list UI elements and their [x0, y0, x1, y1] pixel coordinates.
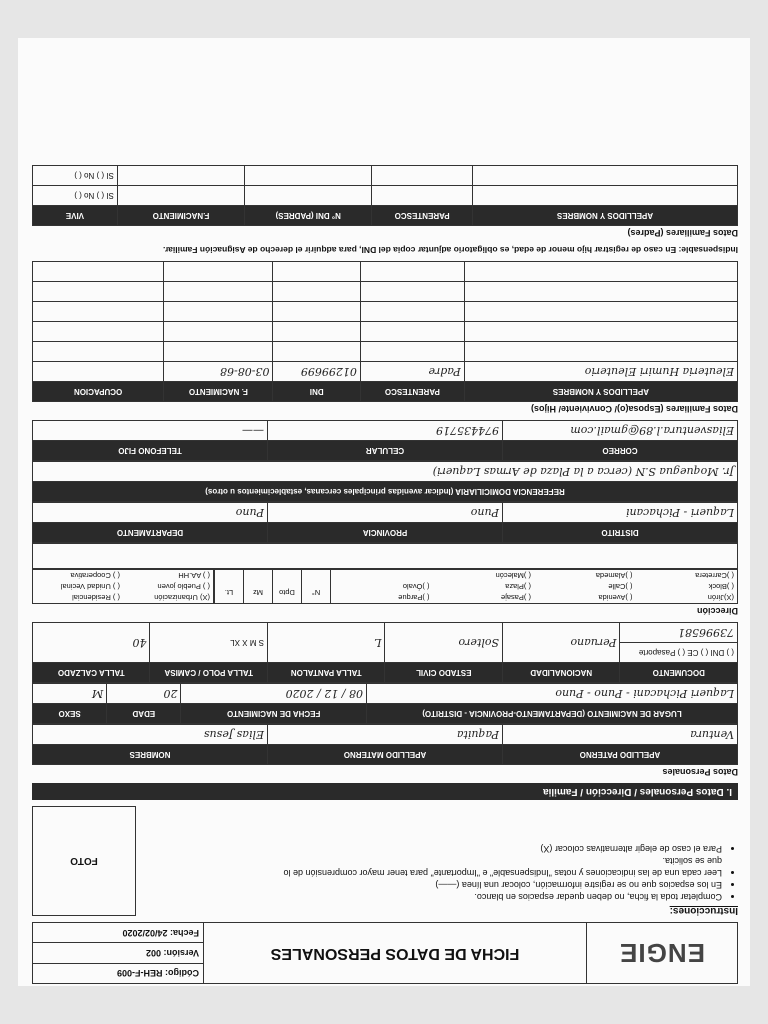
- col-header: PARENTESCO: [372, 206, 473, 226]
- photo-box: FOTO: [32, 806, 136, 916]
- family-cell[interactable]: [164, 262, 273, 282]
- urbanization-option[interactable]: ( ) Pueblo joven: [157, 582, 210, 591]
- celular-field[interactable]: 974435719: [268, 421, 503, 441]
- address-option[interactable]: ( )Avenida: [598, 593, 633, 602]
- address-option[interactable]: ( )Calle: [608, 582, 633, 591]
- family-cell[interactable]: [464, 302, 737, 322]
- parent-parentesco-field[interactable]: [372, 166, 473, 186]
- family-cell[interactable]: [360, 282, 464, 302]
- family-cell[interactable]: [33, 302, 164, 322]
- instruction-item: • Leer cada una de las indicaciones y notas "Indispensable" e "Importante" para tener mayor comprensión de lo que se solicita.: [282, 855, 722, 879]
- col-header: TALLA CALZADO: [33, 663, 151, 683]
- engie-logo: ENGIE: [586, 923, 737, 983]
- family-cell[interactable]: [164, 302, 273, 322]
- col-header: DEPARTAMENTO: [33, 523, 268, 543]
- form-version: Versión: 002: [33, 942, 203, 962]
- reference-table: [32, 461, 738, 502]
- family-cell[interactable]: [33, 262, 164, 282]
- family-cell[interactable]: [464, 322, 737, 342]
- family-cell[interactable]: [273, 302, 360, 322]
- col-header: APELLIDO MATERNO: [268, 745, 503, 765]
- form-meta: [33, 923, 204, 983]
- col-header: N° DNI (PADRES): [245, 206, 372, 226]
- urbanization-options: [33, 570, 214, 603]
- table-row: [33, 186, 738, 206]
- family-cell[interactable]: [164, 282, 273, 302]
- address-type-block: [32, 569, 738, 604]
- family-cell[interactable]: [464, 262, 737, 282]
- address-option[interactable]: ( )Plaza: [505, 582, 531, 591]
- distrito-field[interactable]: Laqueri - Pichacani: [503, 503, 738, 523]
- address-type-options: [330, 570, 737, 603]
- col-header: ESTADO CIVIL: [385, 663, 503, 683]
- col-header: CORREO: [503, 441, 738, 461]
- instructions: [32, 806, 738, 916]
- address-option[interactable]: ( )Alameda: [595, 571, 633, 580]
- apellido-materno-field[interactable]: Paquita: [268, 725, 503, 745]
- referencia-field[interactable]: Jr. Moquegua S.N (cerca a la Plaza de Armas Laqueri): [33, 462, 738, 482]
- parent-name-field[interactable]: [472, 166, 737, 186]
- parent-dni-field[interactable]: [245, 166, 372, 186]
- family-name-field[interactable]: Eleuteria Humiri Eleuterio: [464, 362, 737, 382]
- col-header: REFERENCIA DOMICILIARIA (Indicar avenidas principales cercanas, establecimientos u otros): [33, 482, 738, 502]
- urbanization-option[interactable]: (X) Urbanización: [154, 593, 210, 602]
- section-title: I. Datos Personales / Dirección / Familia: [32, 783, 738, 800]
- document-number-field[interactable]: 73996581: [620, 623, 738, 643]
- indispensable-note: Indispensable: En caso de registrar hijo menor de edad, es obligatorio adjuntar copia del DNI, para adquirir el derecho de Asignación Familiar.: [163, 245, 738, 255]
- form-code: Código: REH-F-009: [33, 963, 203, 983]
- instructions-title: Instrucciones:: [669, 905, 738, 916]
- instruction-item: • En los espacios que no se registre información, colocar una línea (——): [282, 879, 722, 891]
- address-option[interactable]: (X)Jirón: [707, 593, 734, 602]
- col-header: PROVINCIA: [268, 523, 503, 543]
- family-occupation-field[interactable]: [33, 362, 164, 382]
- district-table: [32, 502, 738, 543]
- mz-cell[interactable]: Mz: [243, 570, 272, 603]
- col-header: CELULAR: [268, 441, 503, 461]
- document-type-options[interactable]: ( ) DNI ( ) CE ( ) Pasaporte: [620, 643, 738, 663]
- parents-table: [32, 165, 738, 226]
- address-blank-row: [32, 543, 738, 569]
- provincia-field[interactable]: Puno: [268, 503, 503, 523]
- lugar-nacimiento-field[interactable]: Laqueri Pichacani - Puno - Puno: [366, 684, 737, 704]
- address-street-field[interactable]: [33, 544, 738, 569]
- address-option[interactable]: ( )Pasaje: [500, 593, 531, 602]
- col-header: APELLIDOS Y NOMBRES: [464, 382, 737, 402]
- parent-vive-options[interactable]: SI ( ) No ( ): [33, 166, 118, 186]
- col-header: TALLA PANTALON: [268, 663, 386, 683]
- nombres-field[interactable]: Elias Jesus: [33, 725, 268, 745]
- col-header: VIVE: [33, 206, 118, 226]
- form-header: [32, 922, 738, 984]
- table-row: [33, 342, 738, 362]
- contact-table: [32, 420, 738, 461]
- table-row: [33, 322, 738, 342]
- col-header: F.NACIMIENTO: [117, 206, 244, 226]
- family-cell[interactable]: [360, 302, 464, 322]
- direccion-label: Dirección: [696, 606, 738, 616]
- family-cell[interactable]: [464, 342, 737, 362]
- col-header: FECHA DE NACIMIENTO: [181, 704, 367, 724]
- family-dni-field[interactable]: 01299699: [273, 362, 360, 382]
- address-option[interactable]: ( )Óvalo: [402, 582, 430, 591]
- family-cell[interactable]: [360, 262, 464, 282]
- talla-polo-options[interactable]: S M X XL: [150, 623, 268, 663]
- fecha-nacimiento-field[interactable]: 08 / 12 / 2020: [181, 684, 367, 704]
- urbanization-option[interactable]: ( ) Cooperativa: [70, 571, 120, 580]
- table-row: [33, 166, 738, 186]
- col-header: TELEFONO FIJO: [33, 441, 268, 461]
- family-cell[interactable]: [33, 282, 164, 302]
- family-birth-field[interactable]: 03-08-68: [164, 362, 273, 382]
- talla-calzado-field[interactable]: 40: [33, 623, 151, 663]
- col-header: DOCUMENTO: [620, 663, 738, 683]
- form-date: Fecha: 24/02/2020: [122, 927, 199, 938]
- table-row: [33, 282, 738, 302]
- table-row: [33, 262, 738, 282]
- personal-names-table: [32, 724, 738, 765]
- address-option[interactable]: ( )Carretera: [695, 571, 734, 580]
- table-row: [33, 362, 738, 382]
- family-cell[interactable]: [273, 322, 360, 342]
- family-cell[interactable]: [164, 342, 273, 362]
- edad-field[interactable]: 20: [107, 684, 181, 704]
- parent-birth-field[interactable]: [117, 186, 244, 206]
- talla-pantalon-field[interactable]: L: [268, 623, 386, 663]
- instruction-item: • Completar toda la ficha, no deben quedar espacios en blanco.: [282, 891, 722, 903]
- familiares-label: Datos Familiares (Esposa(o)/ Conviviente/ Hijos): [530, 404, 738, 414]
- nacionalidad-field[interactable]: Peruano: [503, 623, 621, 663]
- col-header: PARENTESCO: [360, 382, 464, 402]
- family-cell[interactable]: [360, 342, 464, 362]
- col-header: APELLIDOS Y NOMBRES: [472, 206, 737, 226]
- family-cell[interactable]: [164, 322, 273, 342]
- col-header: NOMBRES: [33, 745, 268, 765]
- urbanization-option[interactable]: ( ) AA.HH: [178, 571, 210, 580]
- family-parentesco-field[interactable]: Padre: [360, 362, 464, 382]
- table-row: [33, 302, 738, 322]
- col-header: DNI: [273, 382, 360, 402]
- lt-cell[interactable]: Lt.: [214, 570, 243, 603]
- telefono-fijo-field[interactable]: ——: [33, 421, 268, 441]
- address-option[interactable]: ( )Malecón: [495, 571, 531, 580]
- urbanization-option[interactable]: ( ) Residencial: [72, 593, 120, 602]
- address-option[interactable]: ( )Parque: [398, 593, 430, 602]
- family-cell[interactable]: [273, 342, 360, 362]
- document-table: [32, 622, 738, 683]
- parent-parentesco-field[interactable]: [372, 186, 473, 206]
- family-cell[interactable]: [360, 322, 464, 342]
- family-cell[interactable]: [273, 262, 360, 282]
- form-content: [32, 165, 738, 984]
- estado-civil-field[interactable]: Soltero: [385, 623, 503, 663]
- numero-cell[interactable]: N°: [301, 570, 330, 603]
- parent-birth-field[interactable]: [117, 166, 244, 186]
- col-header: SEXO: [33, 704, 107, 724]
- family-cell[interactable]: [33, 342, 164, 362]
- col-header: LUGAR DE NACIMIENTO (DEPARTAMENTO-PROVINCIA - DISTRITO): [366, 704, 737, 724]
- sexo-field[interactable]: M: [33, 684, 107, 704]
- departamento-field[interactable]: Puno: [33, 503, 268, 523]
- col-header: TALLA POLO / CAMISA: [150, 663, 268, 683]
- parent-name-field[interactable]: [472, 186, 737, 206]
- family-cell[interactable]: [33, 322, 164, 342]
- col-header: OCUPACION: [33, 382, 164, 402]
- address-options-table: [331, 570, 737, 603]
- birth-table: [32, 683, 738, 724]
- col-header: DISTRITO: [503, 523, 738, 543]
- dpto-cell[interactable]: Dpto: [272, 570, 301, 603]
- col-header: EDAD: [107, 704, 181, 724]
- col-header: NACIONALIDAD: [503, 663, 621, 683]
- col-header: APELLIDO PATERNO: [503, 745, 738, 765]
- instruction-item: • Para el caso de elegir alternativas colocar (X): [282, 843, 722, 855]
- address-option[interactable]: [331, 570, 433, 581]
- family-table: [32, 261, 738, 402]
- form-title: FICHA DE DATOS PERSONALES: [270, 945, 520, 962]
- urbanization-option[interactable]: ( ) Unidad Vecinal: [60, 582, 120, 591]
- family-cell[interactable]: [464, 282, 737, 302]
- col-header: F. NACIMIENTO: [164, 382, 273, 402]
- family-cell[interactable]: [273, 282, 360, 302]
- parent-vive-options[interactable]: SI ( ) No ( ): [33, 186, 118, 206]
- urbanization-options-table: [33, 570, 213, 603]
- padres-label: Datos Familiares (Padres): [627, 228, 738, 238]
- apellido-paterno-field[interactable]: Ventura: [503, 725, 738, 745]
- personal-data-label: Datos Personales: [662, 767, 738, 777]
- parent-dni-field[interactable]: [245, 186, 372, 206]
- correo-field[interactable]: Eliasventura.l.89@gmail.com: [503, 421, 738, 441]
- address-option[interactable]: ( )Block: [708, 582, 734, 591]
